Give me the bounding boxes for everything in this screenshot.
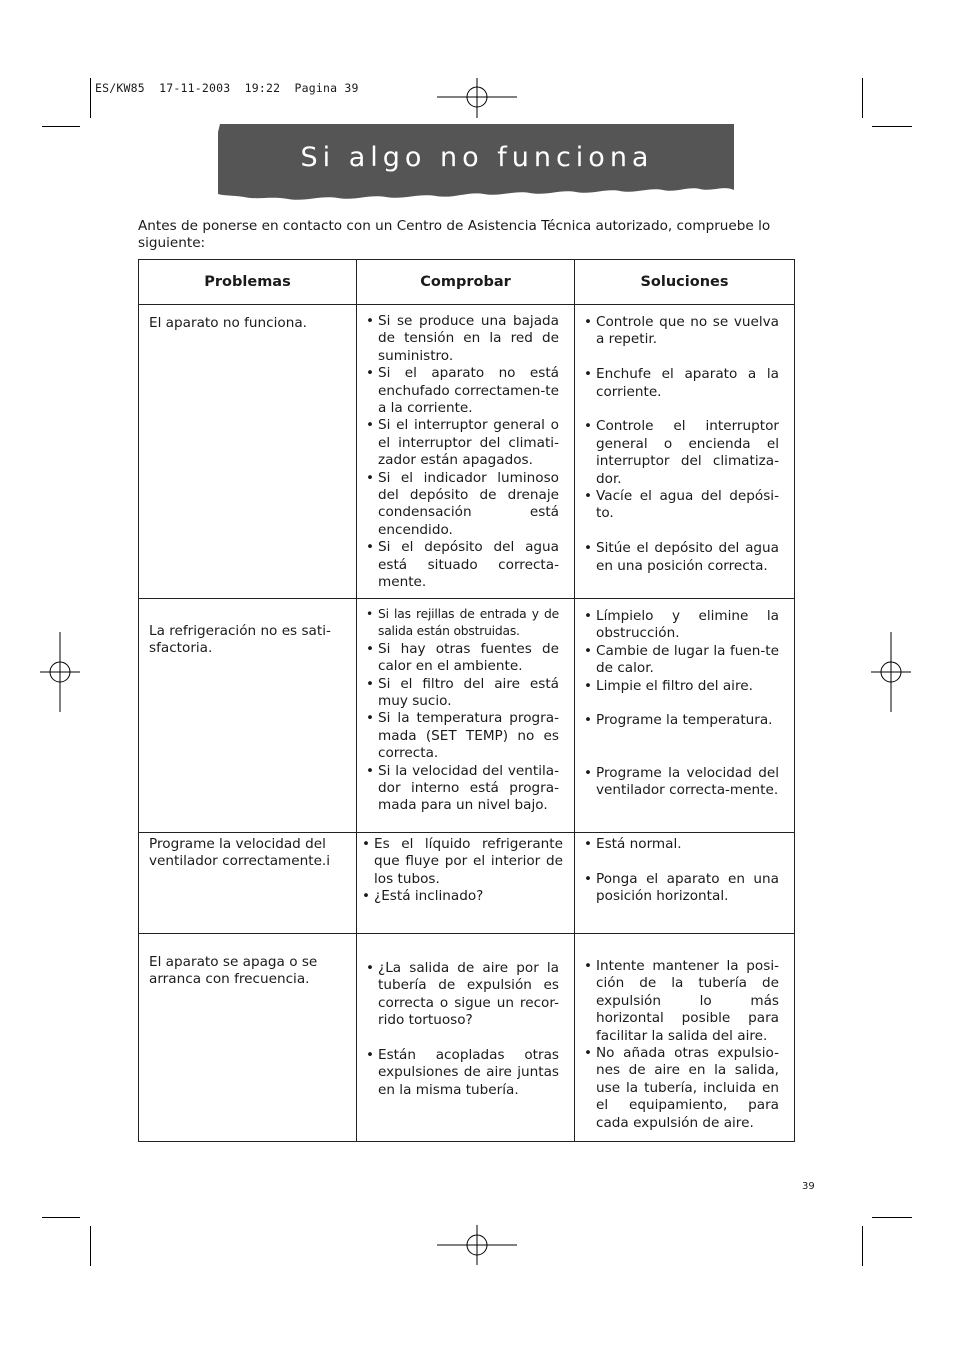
table-header-row: [139, 260, 795, 305]
problem-cell: [139, 833, 357, 934]
header-comprobar: Comprobar: [357, 260, 575, 305]
check-cell: [357, 599, 575, 833]
list-item: • Vacíe el agua del depósi-to.: [596, 488, 779, 523]
list-item: • Enchufe el aparato a la corriente.: [596, 366, 779, 401]
list-item: • Controle el interruptor general o encienda el interruptor del climatiza-dor.: [596, 418, 779, 488]
registration-mark-right: [871, 632, 911, 712]
list-item: • No añada otras expulsio-nes de aire en la salida, use la tubería, incluida en el equipamiento, para cada expulsión de aire.: [596, 1045, 779, 1132]
solution-cell: [575, 305, 795, 599]
list-item: • Programe la velocidad del ventilador correcta-mente.: [596, 765, 779, 800]
solution-cell: [575, 599, 795, 833]
list-item: • Sitúe el depósito del agua en una posición correcta.: [596, 540, 779, 575]
solution-list: [576, 836, 793, 906]
problem-cell: [139, 599, 357, 833]
list-item: • Es el líquido refrigerante que fluye por el interior de los tubos.: [374, 836, 563, 888]
page-number: 39: [802, 1181, 815, 1192]
list-item: • Si el depósito del agua está situado correcta-mente.: [378, 539, 559, 591]
list-item: • Si la temperatura progra-mada (SET TEMP) no es correcta.: [378, 710, 559, 762]
list-item: • Cambie de lugar la fuen-te de calor.: [596, 643, 779, 678]
page-title: Si algo no funciona: [300, 142, 654, 173]
solution-list: [576, 958, 793, 1132]
registration-mark-left: [40, 632, 80, 712]
list-item: • Está normal.: [596, 836, 779, 853]
table-row: [139, 599, 795, 833]
solution-list: [576, 314, 793, 575]
intro-paragraph: Antes de ponerse en contacto con un Centro de Asistencia Técnica autorizado, compruebe lo siguiente:: [138, 218, 771, 251]
troubleshooting-table: [138, 259, 795, 1142]
check-cell: [357, 305, 575, 599]
list-item: • Están acopladas otras expulsiones de aire juntas en la misma tubería.: [378, 1047, 559, 1099]
table-row: [139, 833, 795, 934]
problem-text: El aparato no funciona.: [149, 315, 307, 331]
header-soluciones: Soluciones: [575, 260, 795, 305]
list-item: • Si el filtro del aire está muy sucio.: [378, 676, 559, 711]
check-cell: [357, 934, 575, 1142]
list-item: • ¿Está inclinado?: [374, 888, 563, 905]
list-item: • Si el aparato no está enchufado correctamen-te a la corriente.: [378, 365, 559, 417]
list-item: • Controle que no se vuelva a repetir.: [596, 314, 779, 349]
problem-text: Programe la velocidad del ventilador correctamente.i: [149, 836, 331, 870]
table-row: [139, 934, 795, 1142]
list-item: • Si se produce una bajada de tensión en la red de suministro.: [378, 313, 559, 365]
table-row: [139, 305, 795, 599]
print-header: ES/KW85 17-11-2003 19:22 Pagina 39: [95, 81, 359, 95]
list-item: • Si las rejillas de entrada y de salida están obstruidas.: [378, 606, 559, 641]
problem-text: El aparato se apaga o se arranca con frecuencia.: [149, 954, 318, 988]
list-item: • Ponga el aparato en una posición horizontal.: [596, 871, 779, 906]
check-cell: [357, 833, 575, 934]
list-item: • Si el indicador luminoso del depósito de drenaje condensación está encendido.: [378, 470, 559, 540]
list-item: • Si hay otras fuentes de calor en el ambiente.: [378, 641, 559, 676]
problem-text: La refrigeración no es sati-sfactoria.: [149, 623, 331, 657]
list-item: • Limpie el filtro del aire.: [596, 678, 779, 695]
list-item: • Límpielo y elimine la obstrucción.: [596, 608, 779, 643]
list-item: • ¿La salida de aire por la tubería de expulsión es correcta o sigue un recor-rido tortuoso?: [378, 960, 559, 1030]
solution-list: [576, 608, 793, 799]
solution-cell: [575, 934, 795, 1142]
solution-cell: [575, 833, 795, 934]
problem-cell: [139, 934, 357, 1142]
check-list: [358, 313, 573, 592]
check-list: [358, 836, 573, 906]
list-item: • Intente mantener la posi-ción de la tubería de expulsión lo más horizontal posible para facilitar la salida del aire.: [596, 958, 779, 1045]
list-item: • Si la velocidad del ventila-dor interno está progra-mada para un nivel bajo.: [378, 763, 559, 815]
list-item: • Programe la temperatura.: [596, 712, 779, 729]
list-item: • Si el interruptor general o el interruptor del climati-zador están apagados.: [378, 417, 559, 469]
check-list: [358, 606, 573, 815]
registration-mark-bottom: [437, 1225, 517, 1265]
header-problemas: Problemas: [139, 260, 357, 305]
check-list: [358, 960, 573, 1099]
registration-mark-top: [437, 78, 517, 118]
problem-cell: [139, 305, 357, 599]
